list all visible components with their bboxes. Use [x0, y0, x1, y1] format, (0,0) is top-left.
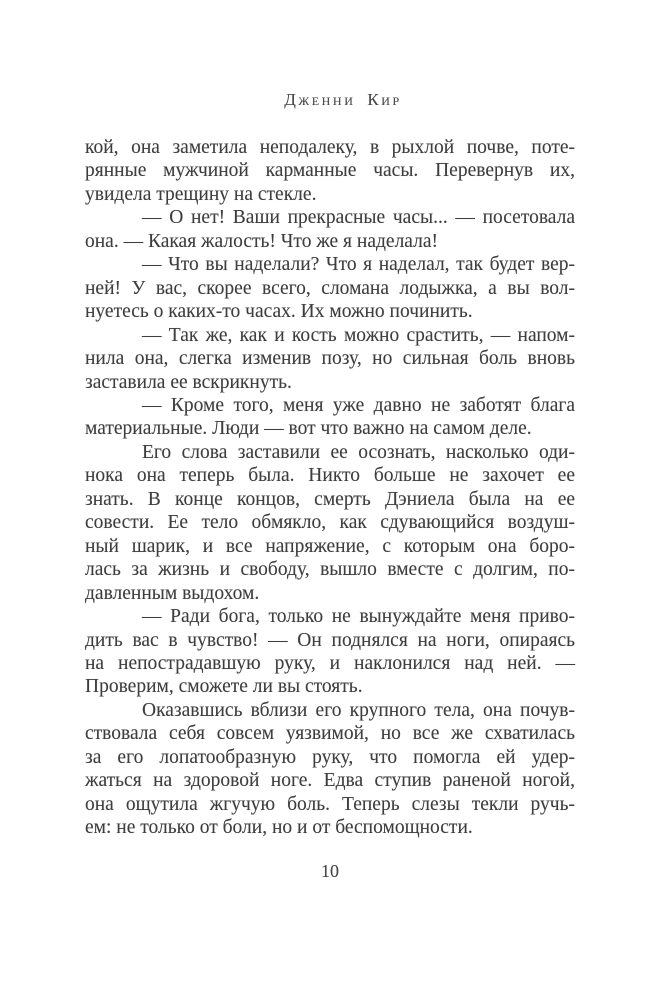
- text-line: на непострадавшую руку, и наклонился над ней. —: [85, 652, 575, 674]
- text-line: увидела трещину на стекле.: [85, 183, 317, 205]
- text-line: она. — Какая жалость! Что же я наделала!: [85, 230, 439, 252]
- text-line: нила она, слегка изменив позу, но сильная боль вновь: [85, 348, 575, 370]
- text-line: она ощутила жгучую боль. Теперь слезы текли ручь-: [85, 793, 575, 815]
- text-line: совести. Ее тело обмякло, как сдувающийся воздуш-: [85, 512, 575, 534]
- text-line: ный шарик, и все напряжение, с которым она боро-: [85, 535, 575, 557]
- text-line: знать. В конце концов, смерть Дэниела была на ее: [85, 488, 575, 510]
- text-line: материальные. Люди — вот что важно на самом деле.: [85, 418, 532, 440]
- text-line: — Так же, как и кость можно срастить, — напом-: [142, 324, 575, 346]
- text-line: — О нет! Ваши прекрасные часы... — посетовала: [142, 207, 575, 229]
- text-line: жаться на здоровой ноге. Едва ступив раненой ногой,: [85, 770, 575, 792]
- text-line: ней! У вас, скорее всего, сломана лодыжка, а вы вол-: [85, 277, 575, 299]
- text-line: Проверим, сможете ли вы стоять.: [85, 676, 363, 698]
- text-line: заставила ее вскрикнуть.: [85, 371, 292, 393]
- text-line: давленным выдохом.: [85, 582, 260, 604]
- text-block: [85, 136, 575, 840]
- text-line: — Что вы наделали? Что я наделал, так будет вер-: [142, 254, 575, 276]
- text-line: ствовала себя совсем уязвимой, но все же схватилась: [85, 723, 575, 745]
- text-line: Оказавшись вблизи его крупного тела, она почув-: [142, 699, 575, 721]
- text-line: — Ради бога, только не вынуждайте меня приво-: [142, 606, 575, 628]
- running-header: Дженни Кир: [284, 90, 402, 109]
- text-line: нуетесь о каких-то часах. Их можно починить.: [85, 301, 473, 323]
- text-line: нока она теперь была. Никто больше не захочет ее: [85, 465, 575, 487]
- text-line: кой, она заметила неподалеку, в рыхлой почве, поте-: [85, 137, 575, 158]
- text-line: рянные мужчиной карманные часы. Перевернув их,: [85, 160, 575, 182]
- text-line: за его лопатообразную руку, что помогла ей удер-: [85, 746, 575, 768]
- text-line: ем: не только от боли, но и от беспомощности.: [85, 817, 473, 839]
- text-line: Его слова заставили ее осознать, насколько оди-: [142, 441, 575, 463]
- text-line: дить вас в чувство! — Он поднялся на ноги, опираясь: [85, 629, 575, 651]
- page-number: 10: [321, 861, 339, 881]
- text-line: — Кроме того, меня уже давно не заботят блага: [142, 394, 575, 416]
- text-line: лась за жизнь и свободу, вышло вместе с долгим, по-: [85, 559, 575, 581]
